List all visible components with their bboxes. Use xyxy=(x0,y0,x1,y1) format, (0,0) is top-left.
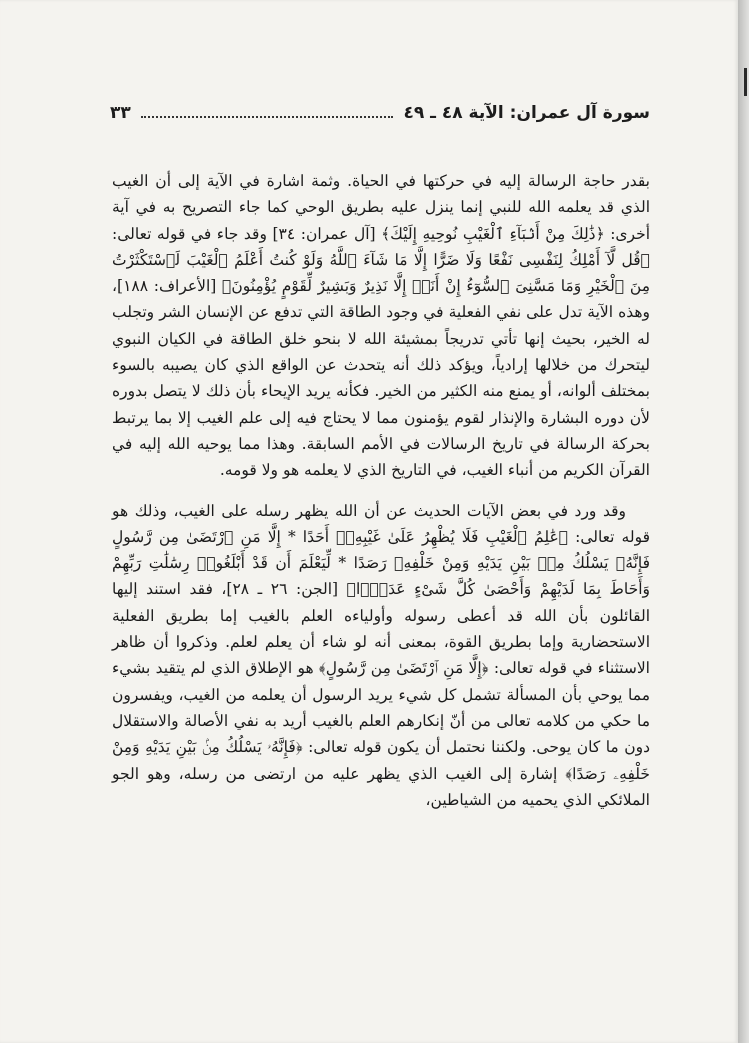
paragraph-gap xyxy=(112,484,650,498)
header-dotted-leader xyxy=(141,116,394,118)
running-header xyxy=(110,96,650,130)
page-edge-mark xyxy=(744,68,747,96)
page-number: ٣٣ xyxy=(110,103,131,123)
paragraph-2: وقد ورد في بعض الآيات الحديث عن أن الله يظهر رسله على الغيب، وذلك هو قوله تعالى: ﴿عَٰلِمُ ٱلْغَيْبِ فَلَا يُظْهِرُ عَلَىٰ غَيْبِهِۦٓ أَحَدًا * إِلَّا مَنِ ٱرْتَضَىٰ مِن رَّسُولٍ فَإِنَّهُۥ يَسْلُكُ مِنۢ بَيْنِ يَدَيْهِ وَمِنْ خَلْفِهِۦ رَصَدًا * لِّيَعْلَمَ أَن قَدْ أَبْلَغُوا۟ رِسَٰلَٰتِ رَبِّهِمْ وَأَحَاطَ بِمَا لَدَيْهِمْ وَأَحْصَىٰ كُلَّ شَىْءٍ عَدَدًۢا﴾ [الجن: ٢٦ ـ ٢٨]، فقد استند إليها القائلون بأن الله قد أعطى رسوله وأولياءه العلم بالغيب إما بطريق الفعلية الاستحضارية وإما بطريق القوة، بمعنى أنه لو شاء أن يعلم لعلم. وذكروا أن ظاهر الاستثناء في قوله تعالى: ﴿إِلَّا مَنِ ٱرْتَضَىٰ مِن رَّسُولٍ﴾ هو الإطلاق الذي لم يتقيد بشيء مما يوحي بأن المسألة تشمل كل شيء يريد الرسول أن يعلمه من الغيب، ويفسرون ما حكي من كلامه تعالى من أنّ إنكارهم العلم بالغيب أريد به نفي الأصالة والاستقلال دون ما كان يوحى. ولكننا نحتمل أن يكون قوله تعالى: ﴿فَإِنَّهُۥ يَسْلُكُ مِنۢ بَيْنِ يَدَيْهِ وَمِنْ خَلْفِهِۦ رَصَدًا﴾ إشارة إلى الغيب الذي يظهر عليه من ارتضى من رسله، وهو الجو الملائكي الذي يحميه من الشياطين، xyxy=(112,501,650,809)
paragraph-1: بقدر حاجة الرسالة إليه في حركتها في الحياة. وثمة اشارة في الآية إلى أن الغيب الذي قد يعلمه الله للنبي إنما ينزل عليه بطريق الوحي كما جاء التصريح به في آية أخرى: ﴿ذَٰلِكَ مِنْ أَنۢبَآءِ ٱلْغَيْبِ نُوحِيهِ إِلَيْكَ﴾ [آل عمران: ٣٤] وقد جاء في قوله تعالى: ﴿قُل لَّآ أَمْلِكُ لِنَفْسِى نَفْعًا وَلَا ضَرًّا إِلَّا مَا شَآءَ ٱللَّهُ وَلَوْ كُنتُ أَعْلَمُ ٱلْغَيْبَ لَٱسْتَكْثَرْتُ مِنَ ٱلْخَيْرِ وَمَا مَسَّنِىَ ٱلسُّوٓءُ إِنْ أَنَا۠ إِلَّا نَذِيرٌ وَبَشِيرٌ لِّقَوْمٍ يُؤْمِنُونَ﴾ [الأعراف: ١٨٨]، وهذه الآية تدل على نفي الفعلية في وجود الطاقة التي تدفع عن الإنسان الشر وتجلب له الخير، بحيث إنها تأتي تدريجاً بمشيئة الله لا بنحو خلق الطاقة في الكيان النبوي ليتحرك من خلالها إرادياً، ويؤكد ذلك أنه يتحدث عن الواقع الذي كان يصيبه بالسوء بمختلف ألوانه، أو يمنع منه الكثير من الخير. فكأنه يريد الإيحاء بأن ذلك لا يتصل بدوره لأن دوره البشارة والإنذار لقوم يؤمنون مما لا يحتاج فيه إلى علم الغيب إلا بما يرتبط بحركة الرسالة في تاريخ الرسالات في الأمم السابقة. وهذا مما يوحيه الله إليه في القرآن الكريم من أنباء الغيب، في التاريخ الذي لا يعلمه هو ولا قومه. xyxy=(112,172,650,480)
page-edge xyxy=(738,0,749,1043)
page-body xyxy=(112,168,650,813)
header-title: سورة آل عمران: الآية ٤٨ ـ ٤٩ xyxy=(403,103,650,123)
